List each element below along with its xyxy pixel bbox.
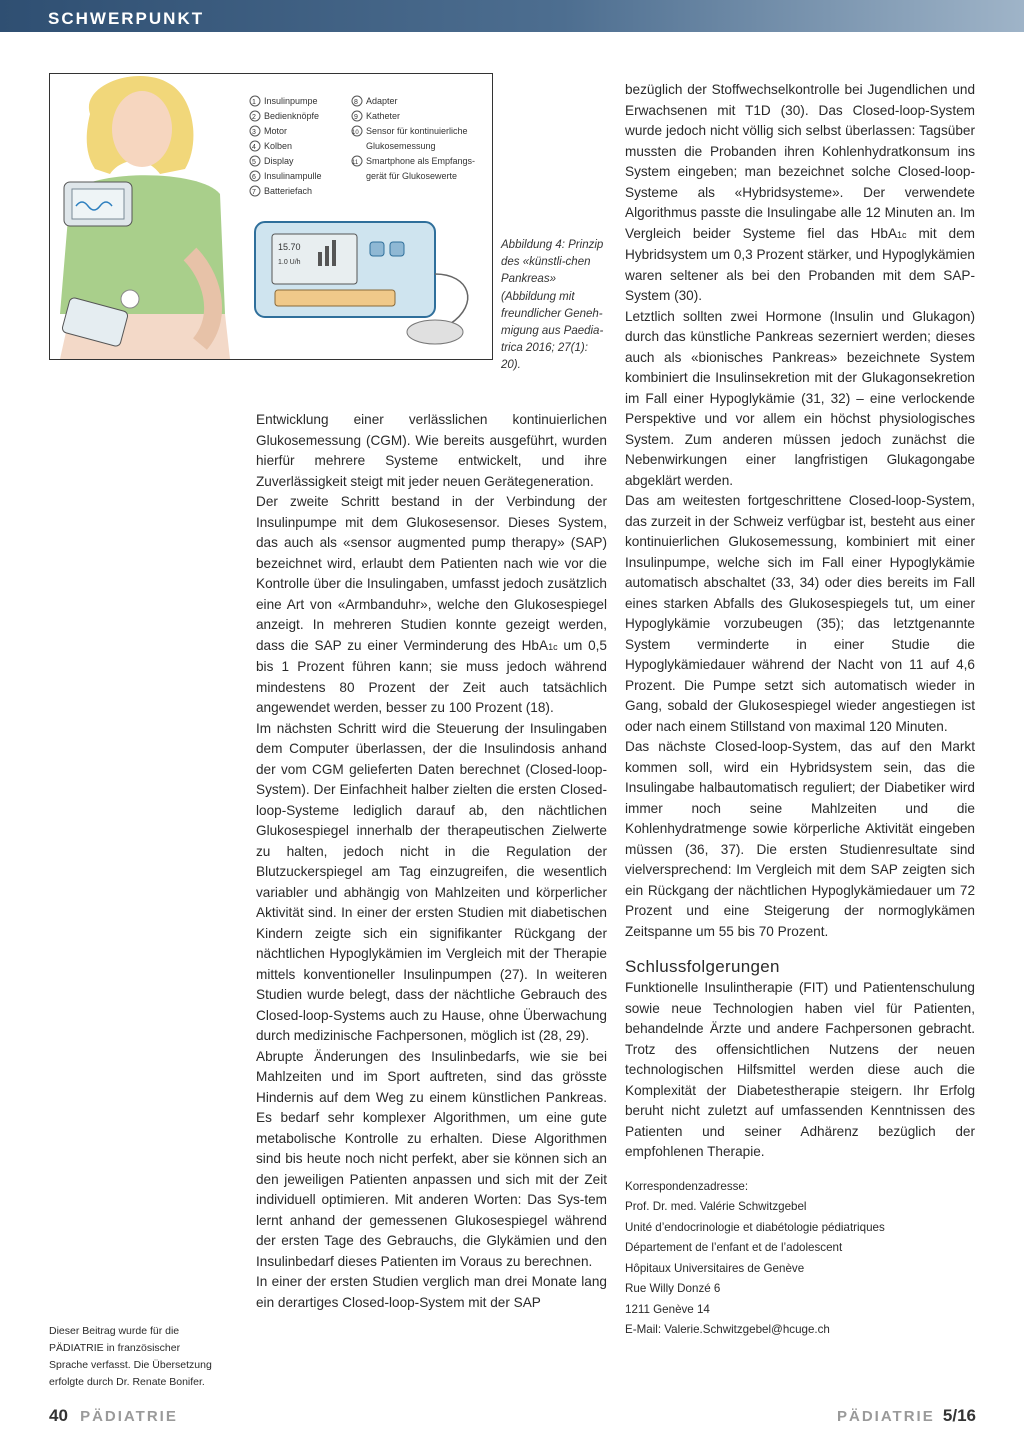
display-bar-2 (325, 246, 329, 266)
legend-10: Sensor für kontinuierliche Glukosemessung (366, 126, 468, 151)
paragraph: Das am weitesten fortgeschrittene Closed-loop-System, das zurzeit in der Schweiz verfügbar ist, besteht aus einer kontinuierlichen Glukosemessung, kombiniert mit einer Insulinpumpe, welche sich im Fall einer Hypoglykämie automatisch abschaltet (33, 34) oder dies bereits im Fall eines starken Abfalls des Glukosespiegels tut, um einer Hypoglykämie vorzubeugen (35); das letztgenannte System verminderte in einer Studie die Hypoglykämiedauer während der Nacht von 11 auf 4,6 Prozent. Die Pumpe setzt sich automatisch wieder in Gang, sobald der Glukosespiegel wieder angestiegen ist oder nach einem Stillstand von maximal 120 Minuten. (625, 493, 975, 734)
pump-display-unit: 1.0 U/h (278, 259, 301, 266)
legend-6: Insulinampulle (264, 171, 322, 181)
figure-caption: Abbildung 4: Prinzip des «künstli-chen Pankreas» (Abbildung mit freundlicher Geneh-migung aus Paedia-trica 2016; 27(1): 20). (501, 239, 604, 372)
paragraph: Letztlich sollten zwei Hormone (Insulin und Glukagon) durch das künstliche Pankreas sezerniert werden; dieses auch als «bionisches Pankreas» bezeichnete System kombiniert die Insulinsekretion mit der Glukagonsekretion im Fall einer Hypoglykämie (31, 32) – eine verlockende Perspektive und vor allem ein höchst physiologisches System. Zum anderen müssen jedoch zunächst die Nebenwirkungen einer langfristigen Glukagongabe abgeklärt werden. (625, 308, 975, 488)
figure-artificial-pancreas (49, 73, 493, 360)
svg-text:10: 10 (352, 130, 359, 136)
legend-4: Kolben (264, 141, 293, 151)
correspondence-address (625, 1177, 975, 1341)
footer-left (49, 1406, 178, 1426)
legend-1: Insulinpumpe (264, 96, 318, 106)
conclusion-heading: Schlussfolgerungen (625, 957, 780, 976)
svg-text:7: 7 (252, 189, 256, 196)
address-line: Prof. Dr. med. Valérie Schwitzgebel (625, 1200, 807, 1213)
translation-note: Dieser Beitrag wurde für die PÄDIATRIE in französischer Sprache verfasst. Die Übersetzung erfolgte durch Dr. Renate Bonifer. (49, 1325, 212, 1388)
address-line: Département de l’enfant et de l’adolescent (625, 1241, 843, 1254)
pump-button-2 (390, 242, 404, 256)
paragraph: Abrupte Änderungen des Insulinbedarfs, wie sie bei Mahlzeiten und im Sport auftreten, sind das grösste Hindernis auf dem Weg zu einem künstlichen Pankreas. Es bedarf sehr komplexer Algorithmen, um eine gute metabolische Kontrolle zu erhalten. Diese Algorithmen sind bis heute noch nicht perfekt, aber sie können sich an den jeweiligen Patienten anpassen und sich mit der Zeit individuell optimieren. Mit anderen Worten: Das Sys-tem lernt anhand der gemessenen Glukosespiegel während der ersten Tage des Gebrauchs, die Glykämien und den Insulinbedarf dieses Patienten im Voraus zu berechnen. (256, 1048, 607, 1269)
svg-text:11: 11 (352, 160, 359, 166)
footer-right (837, 1406, 976, 1426)
catheter-line (435, 274, 468, 324)
paragraph-hybrid: bezüglich der Stoffwechselkontrolle bei Jugendlichen und Erwachsenen mit T1D (30). Das Closed-loop-System wurde jedoch nicht völlig sich selbst überlassen: Tagsüber mussten die Probanden ihren Kohlenhydratkonsum ins System eingeben; man bezeichnet solche Closed-loop-Systeme als «Hybridsysteme». Der verwendete Algorithmus passte die Insulingabe alle 12 Minuten an. Im Vergleich beider Systeme fiel das HbA1c mit dem Hybridsystem um 0,3 Prozent stärker, und Hypoglykämien waren seltener als bei den Probanden mit dem SAP-System (30). (625, 82, 975, 303)
face-shape (112, 91, 172, 167)
insulin-ampoule (275, 290, 395, 306)
text-column-right (625, 80, 975, 1341)
svg-text:2: 2 (252, 114, 256, 121)
paragraph: Entwicklung einer verlässlichen kontinuierlichen Glukosemessung (CGM). Wie bereits ausgeführt, wurden hierfür mehrere Systeme entwickelt, und ihre Zuverlässigkeit steigt mit jeder neuen Gerätegeneration. (256, 412, 607, 489)
legend-11: Smartphone als Empfangs-gerät für Glukosewerte (366, 156, 476, 181)
pump-display-value: 15.70 (278, 242, 301, 252)
address-line: Rue Willy Donzé 6 (625, 1282, 721, 1295)
adapter-icon (407, 320, 463, 344)
legend-8: Adapter (366, 96, 398, 106)
display-bar-3 (332, 240, 336, 266)
page-number-left: 40 (49, 1406, 68, 1425)
address-line: 1211 Genève 14 (625, 1302, 710, 1316)
svg-text:6: 6 (252, 174, 256, 181)
svg-text:5: 5 (252, 159, 256, 166)
section-title: SCHWERPUNKT (48, 9, 205, 28)
legend-2: Bedienknöpfe (264, 111, 320, 121)
paragraph: Das nächste Closed-loop-System, das auf den Markt kommen soll, wird ein Hybridsystem sein, das die Insulingabe halbautomatisch reguliert; der Diabetiker wird immer noch seine Mahlzeiten und die Kohlenhydratmenge sowie körperliche Aktivität eingeben müssen (36, 37). Die ersten Studienresultate sind vielversprechend: Im Vergleich mit dem SAP zeigten sich ein Rückgang der nächtlichen Hypoglykämiedauer um 72 Prozent und eine Steigerung der normoglykämen Zeitspanne um 55 bis 70 Prozent. (625, 739, 975, 939)
sensor-icon (121, 290, 139, 308)
svg-text:4: 4 (252, 144, 256, 151)
address-line: Hôpitaux Universitaires de Genève (625, 1261, 805, 1275)
conclusion-text: Funktionelle Insulintherapie (FIT) und Patientenschulung sowie neue Technologien haben viel für Patienten, behandelnde Ärzte und andere Fachpersonen gebracht. Trotz des offensichtlichen Nutzens der neuen technologischen Hilfsmittel werden diese auch die Komplexität der Diabetestherapie steigern. Ihr Erfolg beruht nicht zuletzt auf umfassenden Kenntnissen des Patienten und seiner Adhärenz bezüglich der empfohlenen Therapie. (625, 980, 975, 1159)
address-email[interactable]: E-Mail: Valerie.Schwitzgebel@hcuge.ch (625, 1323, 830, 1336)
legend-7: Batteriefach (264, 186, 313, 196)
legend-5: Display (264, 156, 294, 166)
svg-text:8: 8 (354, 99, 358, 106)
section-header-bar (0, 0, 1024, 32)
svg-text:9: 9 (354, 114, 358, 121)
display-bar-1 (318, 252, 322, 266)
legend-3: Motor (264, 126, 288, 136)
pump-button-1 (370, 242, 384, 256)
legend-9: Katheter (366, 111, 401, 121)
paragraph-sap: Der zweite Schritt bestand in der Verbindung der Insulinpumpe mit dem Glukosesensor. Dieses System, das auch als «sensor augmented pump therapy» (SAP) bezeichnet wird, erlaubt dem Patienten nach wie vor die Kontrolle über die Insulingaben, umfasst jedoch zusätzlich eine Art von «Armbanduhr», welche den Glukosespiegel anzeigt. In mehreren Studien konnte gezeigt werden, dass die SAP zu einer Verminderung des HbA1c um 0,5 bis 1 Prozent führen kann; sie muss jedoch während mindestens 80 Prozent der Zeit auch tatsächlich angewendet werden, besser zu 100 Prozent (18). (256, 494, 607, 715)
figure-illustration (50, 74, 492, 359)
paragraph: In einer der ersten Studien verglich man drei Monate lang ein derartiges Closed-loop-System mit der SAP (256, 1274, 607, 1310)
smartphone-screen (72, 189, 124, 219)
issue-number: 5/16 (942, 1406, 976, 1425)
address-line: Unité d’endocrinologie et diabétologie pédiatriques (625, 1220, 885, 1234)
paragraph: Im nächsten Schritt wird die Steuerung der Insulingaben dem Computer überlassen, der die Insulindosis anhand der vom CGM gelieferten Daten berechnet (Closed-loop-System). Der Einfachheit halber zielten die ersten Closed-loop-Systeme lediglich darauf ab, den nächtlichen Glukosespiegel innerhalb der therapeutischen Zielwerte zu halten, jedoch nicht in die Regulation der Blutzuckerspiegel am Tag einzugreifen, die wesentlich variabler und abhängig von Mahlzeiten und körperlicher Aktivität sind. In einer der ersten Studien mit diabetischen Kindern zeigte sich ein signifikanter Rückgang der nächtlichen Hypoglykämien im Vergleich mit der Therapie mittels konventioneller Insulinpumpen (27). In weiteren Studien wurde belegt, dass der nächtliche Gebrauch des Closed-loop-Systems auch zu Hause, ohne Überwachung durch medizinische Fachpersonen, möglich ist (28, 29). (256, 720, 607, 1043)
text-column-middle (256, 410, 607, 1313)
address-label: Korrespondenzadresse: (625, 1179, 749, 1193)
svg-text:3: 3 (252, 129, 256, 136)
magazine-name-right: PÄDIATRIE (837, 1408, 935, 1425)
magazine-name-left: PÄDIATRIE (80, 1408, 178, 1425)
svg-text:1: 1 (252, 99, 256, 106)
